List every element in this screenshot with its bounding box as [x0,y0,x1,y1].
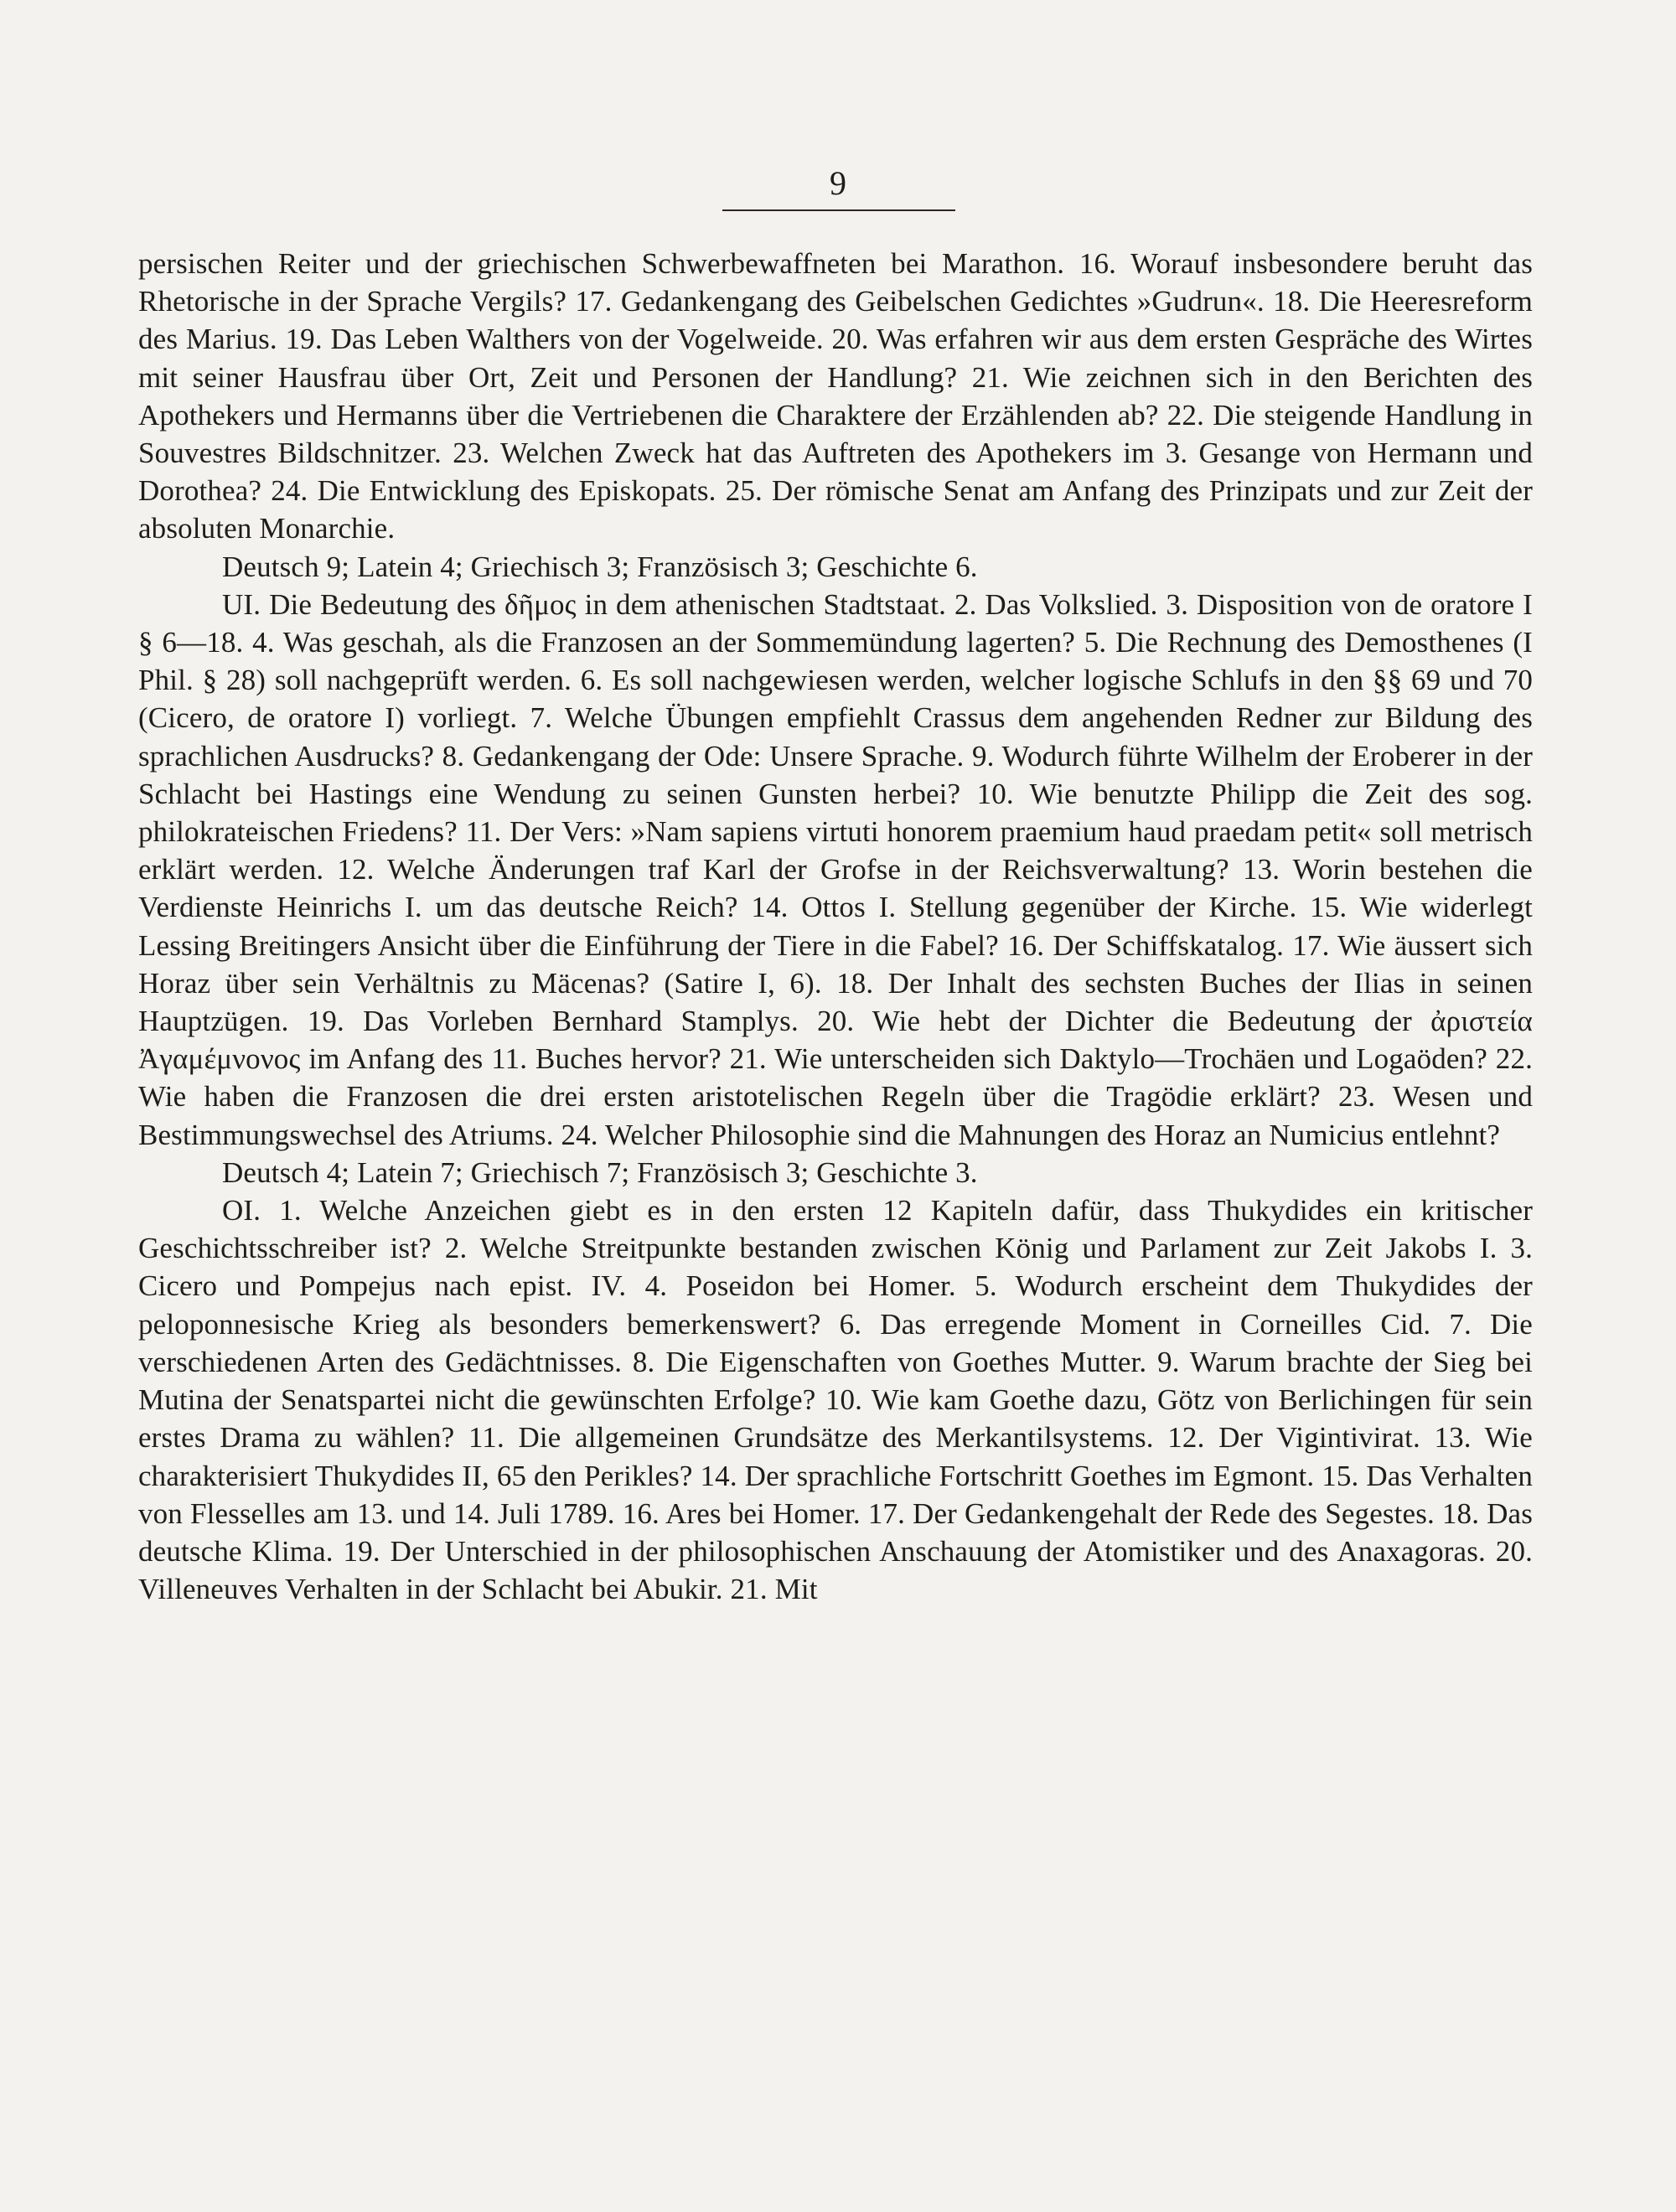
body-text [138,245,1533,1608]
header-rule [722,209,955,211]
paragraph-hours-summary: Deutsch 4; Latein 7; Griechisch 7; Französisch 3; Geschichte 3. [222,1155,978,1189]
paragraph-oberprima-topics: OI. 1. Welche Anzeichen giebt es in den ersten 12 Kapiteln dafür, dass Thukydides ein kritischer Geschichtsschreiber ist? 2. Welche Streitpunkte bestanden zwischen König und Parlament zur Zeit Jakobs I. 3. Cicero und Pompejus nach epist. IV. 4. Poseidon bei Homer. 5. Wodurch erscheint dem Thukydides der peloponnesische Krieg als besonders bemerkenswert? 6. Das erregende Moment in Corneilles Cid. 7. Die verschiedenen Arten des Gedächtnisses. 8. Die Eigenschaften von Goethes Mutter. 9. Warum brachte der Sieg bei Mutina der Senatspartei nicht die gewünschten Erfolge? 10. Wie kam Goethe dazu, Götz von Berlichingen für sein erstes Drama zu wählen? 11. Die allgemeinen Grundsätze des Merkantilsystems. 12. Der Vigintivirat. 13. Wie charakterisiert Thukydides II, 65 den Perikles? 14. Der sprachliche Fortschritt Goethes im Egmont. 15. Das Verhalten von Flesselles am 13. und 14. Juli 1789. 16. Ares bei Homer. 17. Der Gedankengehalt der Rede des Segestes. 18. Das deutsche Klima. 19. Der Unterschied in der philosophischen Anschauung der Atomistiker und des Anaxagoras. 20. Villeneuves Verhalten in der Schlacht bei Abukir. 21. Mit [138,1194,1533,1606]
paragraph-unterprima-topics: UI. Die Bedeutung des δῆμος in dem athenischen Stadtstaat. 2. Das Volkslied. 3. Disposition von de oratore I § 6—18. 4. Was geschah, als die Franzosen an der Sommemündung lagerten? 5. Die Rechnung des Demosthenes (I Phil. § 28) soll nachgeprüft werden. 6. Es soll nachgewiesen werden, welcher logische Schlufs in den §§ 69 und 70 (Cicero, de oratore I) vorliegt. 7. Welche Übungen empfiehlt Crassus dem angehenden Redner zur Bildung des sprachlichen Ausdrucks? 8. Gedankengang der Ode: Unsere Sprache. 9. Wodurch führte Wilhelm der Eroberer in der Schlacht bei Hastings eine Wendung zu seinen Gunsten herbei? 10. Wie benutzte Philipp die Zeit des sog. philokrateischen Friedens? 11. Der Vers: »Nam sapiens virtuti honorem praemium haud praedam petit« soll metrisch erklärt werden. 12. Welche Änderungen traf Karl der Grofse in der Reichsverwaltung? 13. Worin bestehen die Verdienste Heinrichs I. um das deutsche Reich? 14. Ottos I. Stellung gegenüber der Kirche. 15. Wie widerlegt Lessing Breitingers Ansicht über die Einführung der Tiere in die Fabel? 16. Der Schiffskatalog. 17. Wie äussert sich Horaz über sein Verhältnis zu Mäcenas? (Satire I, 6). 18. Der Inhalt des sechsten Buches der Ilias in seinen Hauptzügen. 19. Das Vorleben Bernhard Stamplys. 20. Wie hebt der Dichter die Bedeutung der ἀριστεία Ἀγαμέμνονος im Anfang des 11. Buches hervor? 21. Wie unterscheiden sich Daktylo—Trochäen und Logaöden? 22. Wie haben die Franzosen die drei ersten aristotelischen Regeln über die Tragödie erklärt? 23. Wesen und Bestimmungswechsel des Atriums. 24. Welcher Philosophie sind die Mahnungen des Horaz an Numicius entlehnt? [138,587,1533,1151]
page-number: 9 [830,164,846,202]
paragraph-hours-summary: Deutsch 9; Latein 4; Griechisch 3; Französisch 3; Geschichte 6. [222,550,978,583]
paragraph-continuation: persischen Reiter und der griechischen Schwerbewaffneten bei Marathon. 16. Worauf insbesondere beruht das Rhetorische in der Sprache Vergils? 17. Gedankengang des Geibelschen Gedichtes »Gudrun«. 18. Die Heeresreform des Marius. 19. Das Leben Walthers von der Vogelweide. 20. Was erfahren wir aus dem ersten Gespräche des Wirtes mit seiner Hausfrau über Ort, Zeit und Personen der Handlung? 21. Wie zeichnen sich in den Berichten des Apothekers und Hermanns über die Vertriebenen die Charaktere der Erzählenden ab? 22. Die steigende Handlung in Souvestres Bildschnitzer. 23. Welchen Zweck hat das Auftreten des Apothekers im 3. Gesange von Hermann und Dorothea? 24. Die Entwicklung des Episkopats. 25. Der römische Senat am Anfang des Prinzipats und zur Zeit der absoluten Monarchie. [138,247,1533,545]
